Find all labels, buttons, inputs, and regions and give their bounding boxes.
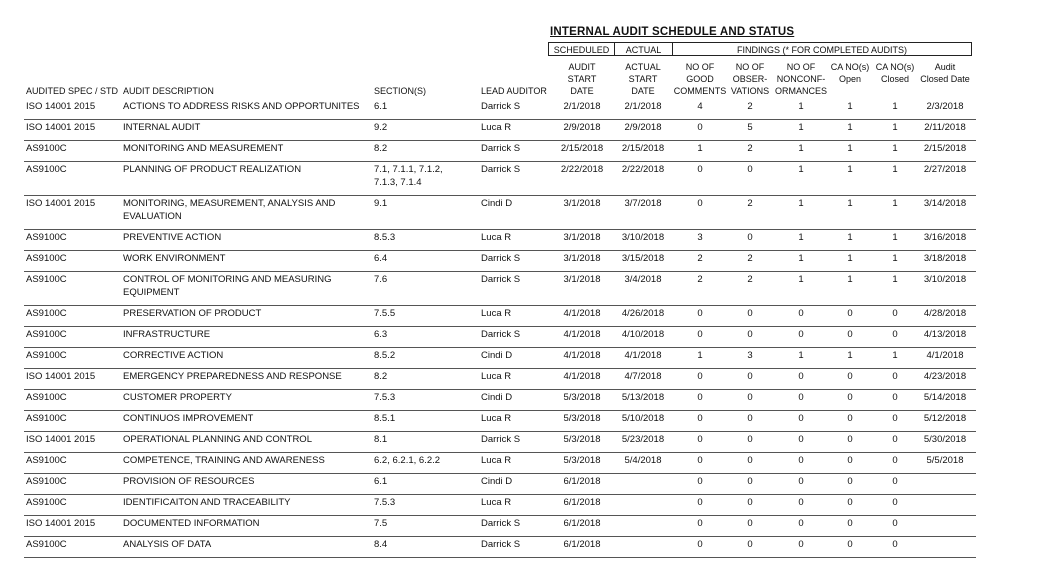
cell-ca-closed: 0 [892, 497, 898, 508]
cell-audit-description: INTERNAL AUDIT [123, 122, 201, 133]
table-row [24, 119, 976, 141]
cell-good-comments: 0 [697, 392, 703, 403]
cell-actual-date: 4/1/2018 [624, 350, 662, 361]
cell-lead-auditor: Cindi D [481, 350, 513, 361]
cell-audit-closed-date: 2/3/2018 [926, 101, 964, 112]
cell-sections: 9.1 [374, 198, 388, 209]
cell-observations: 0 [747, 434, 753, 445]
cell-actual-date: 5/4/2018 [624, 455, 662, 466]
cell-audit-description: MONITORING AND MEASUREMENT [123, 143, 284, 154]
cell-audit-description: MONITORING, MEASUREMENT, ANALYSIS AND EVALUATION [123, 198, 336, 222]
cell-actual-date: 5/13/2018 [621, 392, 665, 403]
col-header-lead-auditor: LEAD AUDITOR [481, 86, 547, 96]
table-row [24, 473, 976, 495]
cell-observations: 2 [747, 274, 753, 285]
cell-observations: 0 [747, 232, 753, 243]
cell-lead-auditor: Luca R [481, 122, 512, 133]
cell-observations: 0 [747, 518, 753, 529]
cell-observations: 0 [747, 329, 753, 340]
cell-lead-auditor: Cindi D [481, 198, 513, 209]
cell-ca-closed: 1 [892, 253, 898, 264]
cell-sections: 7.5.3 [374, 497, 396, 508]
cell-audited-spec: ISO 14001 2015 [26, 371, 96, 382]
table-row [24, 431, 976, 453]
cell-audited-spec: AS9100C [26, 253, 67, 264]
cell-lead-auditor: Darrick S [481, 101, 521, 112]
cell-audit-description: WORK ENVIRONMENT [123, 253, 226, 264]
cell-good-comments: 3 [697, 232, 703, 243]
cell-good-comments: 1 [697, 143, 703, 154]
cell-scheduled-date: 3/1/2018 [563, 253, 601, 264]
cell-lead-auditor: Luca R [481, 371, 512, 382]
cell-lead-auditor: Darrick S [481, 539, 521, 550]
cell-nonconformances: 0 [798, 392, 804, 403]
cell-ca-closed: 0 [892, 371, 898, 382]
cell-ca-closed: 1 [892, 101, 898, 112]
cell-good-comments: 2 [697, 274, 703, 285]
cell-good-comments: 0 [697, 122, 703, 133]
cell-good-comments: 0 [697, 198, 703, 209]
cell-ca-open: 1 [847, 122, 853, 133]
cell-ca-open: 1 [847, 101, 853, 112]
cell-lead-auditor: Cindi D [481, 476, 513, 487]
table-row [24, 161, 976, 196]
cell-observations: 5 [747, 122, 753, 133]
cell-sections: 8.5.1 [374, 413, 396, 424]
cell-ca-open: 1 [847, 232, 853, 243]
cell-ca-closed: 0 [892, 518, 898, 529]
table-row [24, 515, 976, 537]
cell-audited-spec: ISO 14001 2015 [26, 518, 96, 529]
cell-lead-auditor: Darrick S [481, 518, 521, 529]
cell-audit-closed-date: 2/11/2018 [924, 122, 966, 133]
cell-sections: 7.5 [374, 518, 388, 529]
cell-ca-open: 0 [847, 497, 853, 508]
cell-scheduled-date: 5/3/2018 [563, 455, 601, 466]
cell-sections: 8.2 [374, 143, 388, 154]
cell-audited-spec: AS9100C [26, 232, 67, 243]
cell-nonconformances: 1 [798, 164, 804, 175]
cell-actual-date: 2/9/2018 [624, 122, 662, 133]
col-header-audit-closed-date: Audit Closed Date [920, 62, 970, 84]
cell-audit-closed-date: 3/18/2018 [923, 253, 967, 264]
cell-good-comments: 0 [697, 434, 703, 445]
cell-audit-closed-date: 3/10/2018 [923, 274, 967, 285]
table-row [24, 98, 976, 120]
cell-ca-open: 0 [847, 413, 853, 424]
cell-ca-open: 0 [847, 329, 853, 340]
cell-nonconformances: 0 [798, 329, 804, 340]
cell-lead-auditor: Luca R [481, 497, 512, 508]
table-row [24, 536, 976, 558]
cell-good-comments: 0 [697, 371, 703, 382]
cell-good-comments: 0 [697, 476, 703, 487]
cell-ca-open: 0 [847, 518, 853, 529]
cell-ca-closed: 0 [892, 392, 898, 403]
cell-observations: 0 [747, 476, 753, 487]
cell-good-comments: 0 [697, 497, 703, 508]
cell-actual-date: 3/10/2018 [621, 232, 665, 243]
cell-scheduled-date: 4/1/2018 [563, 371, 601, 382]
cell-ca-open: 1 [847, 350, 853, 361]
cell-good-comments: 0 [697, 164, 703, 175]
table-row [24, 389, 976, 411]
cell-audited-spec: ISO 14001 2015 [26, 101, 96, 112]
cell-observations: 0 [747, 539, 753, 550]
col-header-observations: NO OF OBSER- VATIONS [730, 62, 770, 96]
cell-audited-spec: AS9100C [26, 476, 67, 487]
cell-actual-date: 3/4/2018 [624, 274, 662, 285]
table-row [24, 368, 976, 390]
cell-audit-closed-date: 4/23/2018 [923, 371, 967, 382]
cell-observations: 2 [747, 143, 753, 154]
cell-ca-open: 0 [847, 371, 853, 382]
cell-lead-auditor: Luca R [481, 455, 512, 466]
cell-audit-description: DOCUMENTED INFORMATION [123, 518, 260, 529]
cell-nonconformances: 0 [798, 371, 804, 382]
cell-scheduled-date: 4/1/2018 [563, 308, 601, 319]
cell-audit-description: OPERATIONAL PLANNING AND CONTROL [123, 434, 312, 445]
cell-audited-spec: AS9100C [26, 274, 67, 285]
cell-lead-auditor: Darrick S [481, 253, 521, 264]
cell-audited-spec: ISO 14001 2015 [26, 434, 96, 445]
cell-audited-spec: AS9100C [26, 329, 67, 340]
cell-good-comments: 4 [697, 101, 703, 112]
cell-audited-spec: AS9100C [26, 350, 67, 361]
cell-sections: 8.5.2 [374, 350, 396, 361]
cell-sections: 7.6 [374, 274, 388, 285]
cell-good-comments: 0 [697, 539, 703, 550]
cell-nonconformances: 1 [798, 274, 804, 285]
cell-lead-auditor: Cindi D [481, 392, 513, 403]
cell-sections: 8.2 [374, 371, 388, 382]
cell-ca-open: 0 [847, 434, 853, 445]
cell-nonconformances: 0 [798, 434, 804, 445]
cell-audit-closed-date: 5/30/2018 [923, 434, 967, 445]
col-header-nonconformances: NO OF NONCONF- ORMANCES [774, 62, 827, 96]
cell-ca-open: 0 [847, 476, 853, 487]
col-header-actual-start-date: ACTUAL START DATE [625, 62, 661, 96]
cell-sections: 6.1 [374, 476, 388, 487]
cell-audit-description: PLANNING OF PRODUCT REALIZATION [123, 164, 302, 175]
cell-good-comments: 0 [697, 455, 703, 466]
page-title: INTERNAL AUDIT SCHEDULE AND STATUS [550, 26, 795, 38]
cell-ca-open: 1 [847, 274, 853, 285]
cell-observations: 0 [747, 497, 753, 508]
cell-lead-auditor: Darrick S [481, 329, 521, 340]
cell-observations: 0 [747, 371, 753, 382]
table-row [24, 250, 976, 272]
cell-ca-open: 0 [847, 308, 853, 319]
cell-observations: 0 [747, 308, 753, 319]
cell-nonconformances: 0 [798, 497, 804, 508]
cell-audited-spec: AS9100C [26, 413, 67, 424]
cell-good-comments: 0 [697, 413, 703, 424]
cell-observations: 2 [747, 101, 753, 112]
cell-audit-description: PROVISION OF RESOURCES [123, 476, 255, 487]
cell-audited-spec: ISO 14001 2015 [26, 122, 96, 133]
cell-audit-closed-date: 5/14/2018 [923, 392, 967, 403]
cell-lead-auditor: Darrick S [481, 274, 521, 285]
cell-audit-closed-date: 5/5/2018 [926, 455, 964, 466]
cell-audit-description: EMERGENCY PREPAREDNESS AND RESPONSE [123, 371, 342, 382]
cell-observations: 0 [747, 455, 753, 466]
cell-lead-auditor: Luca R [481, 232, 512, 243]
cell-scheduled-date: 3/1/2018 [563, 198, 601, 209]
cell-audit-description: ANALYSIS OF DATA [123, 539, 212, 550]
cell-actual-date: 2/1/2018 [624, 101, 662, 112]
cell-scheduled-date: 3/1/2018 [563, 274, 601, 285]
cell-ca-closed: 1 [892, 164, 898, 175]
cell-scheduled-date: 2/1/2018 [563, 101, 601, 112]
cell-ca-open: 0 [847, 392, 853, 403]
cell-audit-description: ACTIONS TO ADDRESS RISKS AND OPPORTUNITES [123, 101, 360, 112]
cell-sections: 8.1 [374, 434, 388, 445]
cell-sections: 6.1 [374, 101, 388, 112]
cell-scheduled-date: 6/1/2018 [563, 476, 601, 487]
cell-nonconformances: 1 [798, 232, 804, 243]
cell-audit-closed-date: 4/1/2018 [926, 350, 964, 361]
cell-actual-date: 4/10/2018 [621, 329, 665, 340]
cell-nonconformances: 1 [798, 350, 804, 361]
table-row [24, 494, 976, 516]
cell-audit-closed-date: 4/13/2018 [923, 329, 967, 340]
table-row [24, 347, 976, 369]
cell-actual-date: 2/15/2018 [621, 143, 665, 154]
cell-actual-date: 4/26/2018 [621, 308, 665, 319]
cell-good-comments: 0 [697, 329, 703, 340]
cell-ca-open: 1 [847, 198, 853, 209]
cell-audit-description: CORRECTIVE ACTION [123, 350, 224, 361]
table-row [24, 452, 976, 474]
cell-scheduled-date: 6/1/2018 [563, 497, 601, 508]
cell-actual-date: 3/7/2018 [624, 198, 662, 209]
cell-good-comments: 0 [697, 518, 703, 529]
cell-scheduled-date: 4/1/2018 [563, 329, 601, 340]
cell-nonconformances: 0 [798, 413, 804, 424]
cell-observations: 2 [747, 198, 753, 209]
cell-ca-closed: 1 [892, 143, 898, 154]
cell-sections: 9.2 [374, 122, 388, 133]
cell-audit-closed-date: 3/16/2018 [923, 232, 967, 243]
cell-ca-closed: 0 [892, 539, 898, 550]
cell-scheduled-date: 2/9/2018 [563, 122, 601, 133]
cell-ca-open: 1 [847, 143, 853, 154]
cell-ca-open: 0 [847, 455, 853, 466]
cell-good-comments: 0 [697, 308, 703, 319]
cell-lead-auditor: Darrick S [481, 164, 521, 175]
cell-lead-auditor: Darrick S [481, 434, 521, 445]
cell-audited-spec: AS9100C [26, 143, 67, 154]
cell-observations: 2 [747, 253, 753, 264]
cell-scheduled-date: 6/1/2018 [563, 518, 601, 529]
cell-ca-open: 1 [847, 253, 853, 264]
cell-audited-spec: AS9100C [26, 392, 67, 403]
cell-ca-closed: 0 [892, 455, 898, 466]
cell-scheduled-date: 5/3/2018 [563, 413, 601, 424]
col-header-audit-description: AUDIT DESCRIPTION [123, 86, 214, 96]
cell-lead-auditor: Darrick S [481, 143, 521, 154]
cell-audit-closed-date: 2/27/2018 [923, 164, 967, 175]
cell-sections: 6.2, 6.2.1, 6.2.2 [374, 455, 441, 466]
cell-nonconformances: 0 [798, 518, 804, 529]
cell-audited-spec: AS9100C [26, 539, 67, 550]
table-row [24, 229, 976, 251]
cell-sections: 6.3 [374, 329, 388, 340]
cell-ca-closed: 1 [892, 122, 898, 133]
cell-audit-description: CONTROL OF MONITORING AND MEASURING EQUIPMENT [123, 274, 332, 298]
cell-ca-closed: 0 [892, 308, 898, 319]
table-row [24, 305, 976, 327]
cell-audited-spec: AS9100C [26, 308, 67, 319]
cell-ca-closed: 1 [892, 232, 898, 243]
col-header-audit-start-date: AUDIT START DATE [567, 62, 597, 96]
cell-scheduled-date: 4/1/2018 [563, 350, 601, 361]
cell-audit-closed-date: 2/15/2018 [923, 143, 967, 154]
cell-scheduled-date: 3/1/2018 [563, 232, 601, 243]
cell-observations: 0 [747, 413, 753, 424]
cell-sections: 7.5.5 [374, 308, 396, 319]
cell-audited-spec: AS9100C [26, 455, 67, 466]
cell-scheduled-date: 2/15/2018 [560, 143, 604, 154]
cell-audit-description: CONTINUOS IMPROVEMENT [123, 413, 254, 424]
cell-nonconformances: 1 [798, 253, 804, 264]
cell-nonconformances: 1 [798, 101, 804, 112]
cell-audited-spec: AS9100C [26, 497, 67, 508]
cell-ca-closed: 1 [892, 274, 898, 285]
cell-sections: 7.1, 7.1.1, 7.1.2, 7.1.3, 7.1.4 [374, 164, 443, 188]
cell-nonconformances: 0 [798, 539, 804, 550]
table-row [24, 195, 976, 230]
cell-scheduled-date: 2/22/2018 [560, 164, 604, 175]
table-row [24, 271, 976, 306]
actual-header: ACTUAL [614, 42, 673, 56]
cell-audit-description: IDENTIFICAITON AND TRACEABILITY [123, 497, 291, 508]
cell-sections: 8.5.3 [374, 232, 396, 243]
cell-sections: 7.5.3 [374, 392, 396, 403]
cell-observations: 0 [747, 392, 753, 403]
cell-sections: 6.4 [374, 253, 388, 264]
scheduled-header: SCHEDULED [548, 42, 615, 56]
table-row [24, 410, 976, 432]
cell-scheduled-date: 6/1/2018 [563, 539, 601, 550]
findings-header: FINDINGS (* FOR COMPLETED AUDITS) [672, 42, 972, 56]
col-header-ca-open: CA NO(s) Open [830, 62, 870, 84]
cell-lead-auditor: Luca R [481, 413, 512, 424]
cell-actual-date: 2/22/2018 [621, 164, 665, 175]
cell-nonconformances: 1 [798, 198, 804, 209]
col-header-audited-spec: AUDITED SPEC / STD [26, 86, 119, 96]
cell-scheduled-date: 5/3/2018 [563, 392, 601, 403]
cell-nonconformances: 0 [798, 308, 804, 319]
cell-audit-description: CUSTOMER PROPERTY [123, 392, 232, 403]
cell-observations: 0 [747, 164, 753, 175]
table-row [24, 326, 976, 348]
cell-nonconformances: 0 [798, 455, 804, 466]
cell-ca-open: 1 [847, 164, 853, 175]
col-header-ca-closed: CA NO(s) Closed [875, 62, 915, 84]
cell-actual-date: 4/7/2018 [624, 371, 662, 382]
table-row [24, 140, 976, 162]
cell-ca-closed: 0 [892, 434, 898, 445]
cell-audit-description: INFRASTRUCTURE [123, 329, 211, 340]
cell-good-comments: 2 [697, 253, 703, 264]
cell-ca-open: 0 [847, 539, 853, 550]
col-header-good-comments: NO OF GOOD COMMENTS [673, 62, 727, 96]
cell-actual-date: 5/23/2018 [621, 434, 665, 445]
cell-audit-closed-date: 3/14/2018 [923, 198, 967, 209]
cell-audit-closed-date: 4/28/2018 [923, 308, 967, 319]
cell-actual-date: 5/10/2018 [621, 413, 665, 424]
cell-sections: 8.4 [374, 539, 388, 550]
cell-actual-date: 3/15/2018 [621, 253, 665, 264]
cell-audit-description: PREVENTIVE ACTION [123, 232, 222, 243]
cell-good-comments: 1 [697, 350, 703, 361]
cell-ca-closed: 0 [892, 413, 898, 424]
cell-audit-description: PRESERVATION OF PRODUCT [123, 308, 262, 319]
cell-ca-closed: 1 [892, 198, 898, 209]
cell-lead-auditor: Luca R [481, 308, 512, 319]
cell-nonconformances: 0 [798, 476, 804, 487]
cell-audit-description: COMPETENCE, TRAINING AND AWARENESS [123, 455, 325, 466]
cell-observations: 3 [747, 350, 753, 361]
cell-audited-spec: AS9100C [26, 164, 67, 175]
cell-nonconformances: 1 [798, 143, 804, 154]
cell-ca-closed: 1 [892, 350, 898, 361]
cell-ca-closed: 0 [892, 329, 898, 340]
cell-audited-spec: ISO 14001 2015 [26, 198, 96, 209]
col-header-sections: SECTION(S) [374, 86, 427, 96]
cell-ca-closed: 0 [892, 476, 898, 487]
cell-audit-closed-date: 5/12/2018 [923, 413, 967, 424]
cell-scheduled-date: 5/3/2018 [563, 434, 601, 445]
cell-nonconformances: 1 [798, 122, 804, 133]
